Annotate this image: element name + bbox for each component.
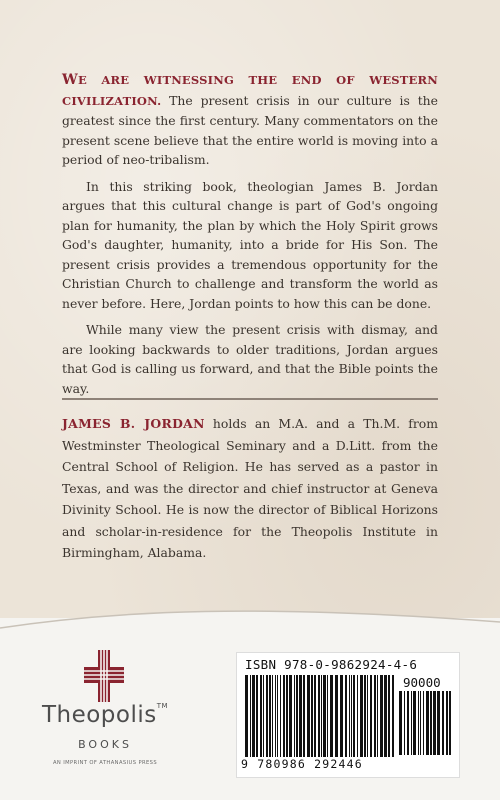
section-divider [62,398,438,400]
barcode-bar [353,675,355,757]
barcode-bar [413,691,416,755]
barcode-bar [277,675,278,757]
lead-text: E ARE WITNESSING THE END OF WESTERN CIVILIZATION. [62,73,438,108]
author-bio-text: holds an M.A. and a Th.M. from Westminster Theological Seminary and a D.Litt. from the Central School of Religion. He has served as a pastor in Texas, and was the director and chief instructor at Geneva Divinity School. He is now the director of Biblical Horizons and scholar-in-residence for the Theopolis Institute in Birmingham, Alabama. [62,416,439,560]
barcode-bar [275,675,276,757]
author-bio [62,413,438,564]
barcode-bar [286,675,288,757]
barcode-bar [364,675,366,757]
barcode-bar [437,691,440,755]
barcode-bar [256,675,258,757]
barcode-bar [314,675,316,757]
barcode-bar [252,675,255,757]
barcode-bar [296,675,298,757]
barcode-bar [327,675,328,757]
barcode-bar [345,675,347,757]
barcode-bar [374,675,376,757]
panel-wave [0,600,500,640]
barcode-bar [340,675,343,757]
barcode-bar [294,675,295,757]
barcode-bar [335,675,338,757]
blurb-paragraph-2: In this striking book, theologian James B. Jordan argues that this cultural change is part of God's ongoing plan for humanity, the plan by which the Holy Spirit grows God's daughter, humanity, into a bride for His Son. The present crisis provides a tremendous opportunity for the Christian Church to challenge and transform the world as never before. Here, Jordan points to how this can be done. [62,178,438,311]
barcode-bar [433,691,436,755]
barcode-bar [311,675,313,757]
barcode-bar [446,691,448,755]
isbn-text: ISBN 978-0-9862924-4-6 [245,657,418,672]
publisher-logo-wordmark [40,702,170,728]
barcode-bar [266,675,268,757]
barcode-bar [370,675,372,757]
barcode-bar [411,691,412,755]
barcode-bar [449,691,451,755]
publisher-books-label: BOOKS [78,738,132,751]
barcode-bar [392,675,394,757]
barcode-bar [299,675,302,757]
trademark-mark: TM [156,702,169,710]
lead-initial: W [62,72,78,88]
isbn-barcode [236,652,460,778]
barcode-bar [250,675,251,757]
barcode-bar [404,691,405,755]
barcode-bar [260,675,262,757]
publisher-name: Theopolis [41,702,157,728]
barcode-bar [399,691,402,755]
barcode-bar [360,675,363,757]
ean-digits: 9 780986 292446 [241,757,363,771]
book-blurb [62,70,438,405]
blurb-p1-text: The present crisis in our culture is the greatest since the first century. Many commentators on the present scene believe that the entire world is moving into a period of neo-tribalism. [62,92,438,167]
barcode-bar [269,675,271,757]
barcode-bar [388,675,390,757]
barcode-bar [426,691,429,755]
barcode-bar [303,675,305,757]
barcode-bar [318,675,320,757]
price-code: 90000 [403,675,441,690]
blurb-paragraph-1 [62,70,438,170]
barcode-bar [357,675,358,757]
barcode-bar [272,675,273,757]
barcode-bar [380,675,383,757]
barcode-bar [442,691,444,755]
barcode-bar [351,675,352,757]
ean-barcode-bars [245,675,395,757]
barcode-bar [407,691,409,755]
blurb-paragraph-3: While many view the present crisis with dismay, and are looking backwards to older traditions, Jordan argues that God is calling us forward, and that the Bible points the way. [62,322,438,396]
barcode-bar [321,675,322,757]
barcode-bar [289,675,292,757]
barcode-bar [377,675,378,757]
barcode-bar [283,675,285,757]
barcode-bar [280,675,281,757]
barcode-bar [367,675,368,757]
barcode-bar [323,675,326,757]
addon-barcode-bars [399,691,453,755]
barcode-bar [430,691,432,755]
theopolis-logo-icon [84,650,124,702]
author-name: JAMES B. JORDAN [62,416,205,431]
barcode-bar [384,675,387,757]
barcode-bar [245,675,248,757]
barcode-bar [263,675,264,757]
barcode-bar [330,675,333,757]
barcode-bar [420,691,421,755]
barcode-bar [423,691,424,755]
publisher-imprint: AN IMPRINT OF ATHANASIUS PRESS [52,760,158,766]
barcode-bar [349,675,350,757]
barcode-bar [418,691,419,755]
barcode-bar [307,675,310,757]
